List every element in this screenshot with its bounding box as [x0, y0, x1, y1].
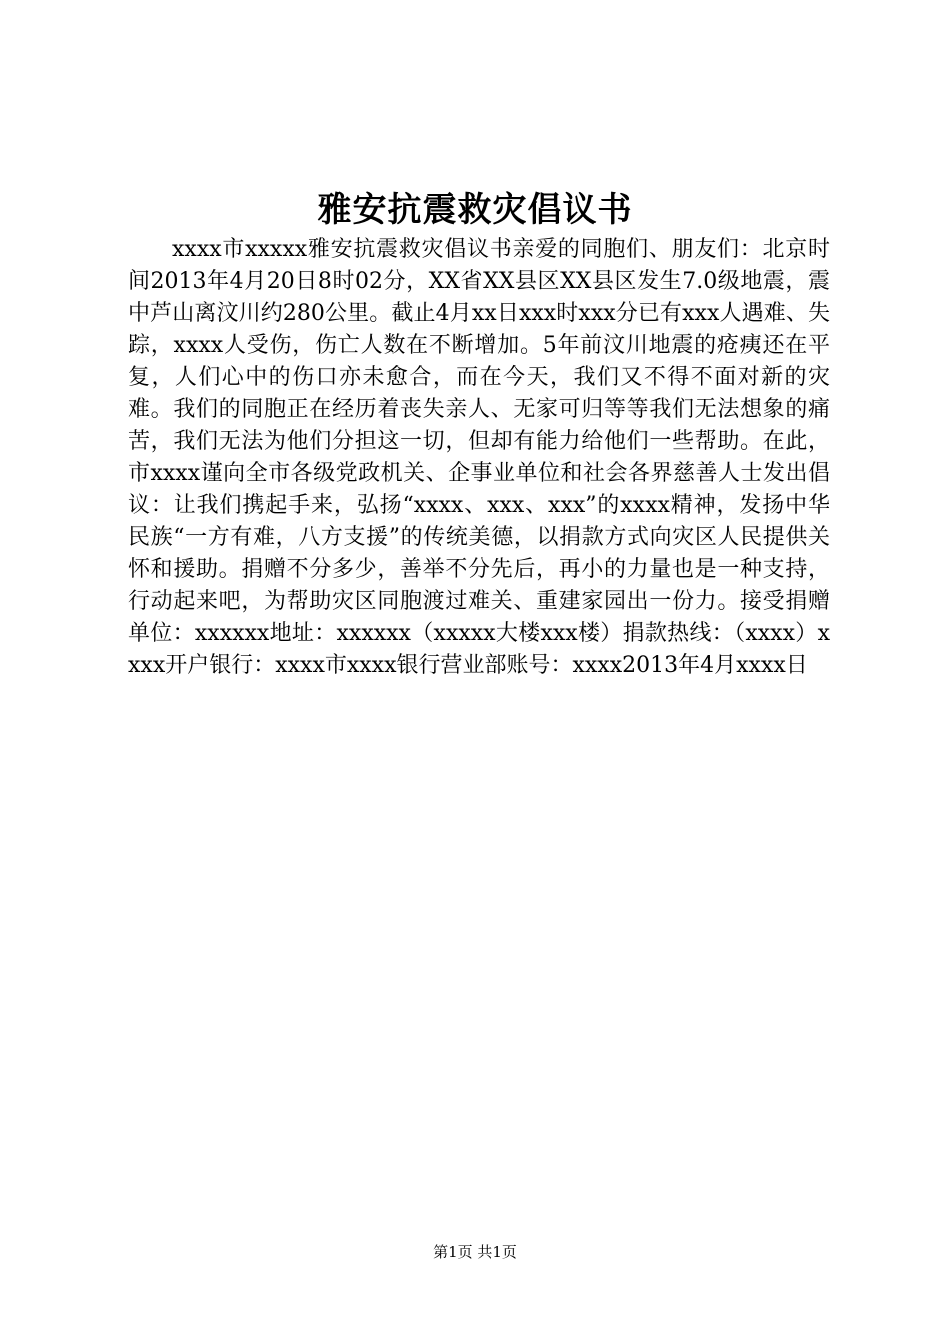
page-footer: 第1页 共1页 — [433, 1243, 517, 1261]
document-body: xxxx市xxxxx雅安抗震救灾倡议书亲爱的同胞们、朋友们：北京时间2013年4月20日8时02分，XX省XX县区XX县区发生7.0级地震，震中芦山离汶川约280公里。截止4月xx日xxx时xxx分已有xxx人遇难、失踪，xxxx人受伤，伤亡人数在不断增加。5年前汶川地震的疮痍还在平复，人们心中的伤口亦未愈合，而在今天，我们又不得不面对新的灾难。我们的同胞正在经历着丧失亲人、无家可归等等我们无法想象的痛苦，我们无法为他们分担这一切，但却有能力给他们一些帮助。在此，市xxxx谨向全市各级党政机关、企事业单位和社会各界慈善人士发出倡议：让我们携起手来，弘扬“xxxx、xxx、xxx”的xxxx精神，发扬中华民族“一方有难，八方支援”的传统美德，以捐款方式向灾区人民提供关怀和援助。捐赠不分多少，善举不分先后，再小的力量也是一种支持，行动起来吧，为帮助灾区同胞渡过难关、重建家园出一份力。接受捐赠单位：xxxxxx地址：xxxxxx（xxxxx大楼xxx楼）捐款热线：（xxxx）xxxx开户银行：xxxx市xxxx银行营业部账号：xxxx2013年4月xxxx日 — [128, 237, 830, 678]
document-title: 雅安抗震救灾倡议书 — [317, 190, 633, 230]
